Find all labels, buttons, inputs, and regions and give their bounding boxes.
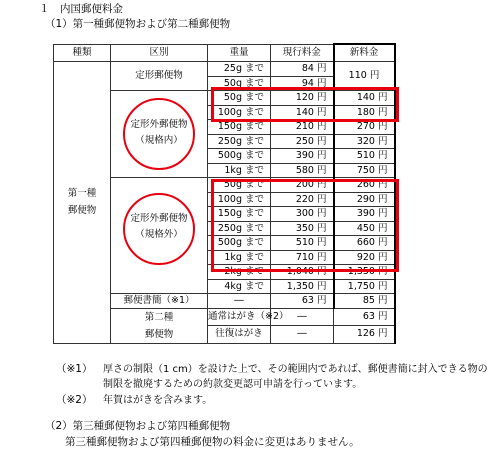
header-kind: 種類 xyxy=(54,44,111,62)
kind-first-class xyxy=(54,62,111,344)
category-teikei: 定形郵便物 xyxy=(111,62,208,91)
new-rate-cell: 270 円 xyxy=(334,120,395,135)
current-rate-cell: 1,040 円 xyxy=(271,265,334,280)
new-rate-cell: 660 円 xyxy=(334,236,395,251)
current-rate-cell: 120 円 xyxy=(271,91,334,106)
new-rate-cell: 390 円 xyxy=(334,207,395,222)
current-rate-cell: 84 円 xyxy=(271,62,334,77)
new-rate-cell: 320 円 xyxy=(334,134,395,149)
weight-cell: 1kg まで xyxy=(208,250,271,265)
header-new-rate: 新料金 xyxy=(334,44,395,62)
weight-cell: ― xyxy=(208,294,271,309)
current-rate-cell: 200 円 xyxy=(271,178,334,193)
current-rate-cell: 300 円 xyxy=(271,207,334,222)
new-rate-cell: 180 円 xyxy=(334,105,395,120)
kikakunai-line1: 定形外郵便物 xyxy=(130,119,188,130)
current-rate-cell: 1,350 円 xyxy=(271,279,334,294)
weight-cell: 50g まで xyxy=(208,178,271,193)
current-rate-cell: 250 円 xyxy=(271,134,334,149)
section2-title: （2）第三種郵便物および第四種郵便物 xyxy=(45,420,231,432)
current-rate-cell: 220 円 xyxy=(271,192,334,207)
weight-cell: ― xyxy=(271,308,334,325)
current-rate-cell: 63 円 xyxy=(271,294,334,309)
weight-cell: 50g まで xyxy=(208,91,271,106)
new-rate-cell: 750 円 xyxy=(334,163,395,178)
weight-cell: 500g まで xyxy=(208,149,271,164)
note2-line1: 年賀はがきを含みます。 xyxy=(103,395,213,406)
category-hagaki: 通常はがき（※2） xyxy=(208,308,271,325)
postal-rate-table xyxy=(53,43,396,344)
weight-cell: 2kg まで xyxy=(208,265,271,280)
weight-cell: 150g まで xyxy=(208,207,271,222)
current-rate-cell: 350 円 xyxy=(271,221,334,236)
note1-mark: （※1） xyxy=(56,363,93,375)
current-rate-cell: 510 円 xyxy=(271,236,334,251)
new-rate-cell: 510 円 xyxy=(334,149,395,164)
new-rate-cell: 290 円 xyxy=(334,192,395,207)
header-current-rate: 現行料金 xyxy=(271,44,334,62)
current-rate-cell: 140 円 xyxy=(271,105,334,120)
current-rate-cell: 94 円 xyxy=(271,76,334,91)
weight-cell: 25g まで xyxy=(208,62,271,77)
section2-body: 第三種郵便物および第四種郵便物の料金に変更はありません。 xyxy=(65,436,360,448)
new-rate-cell: 1,750 円 xyxy=(334,279,395,294)
weight-cell: 250g まで xyxy=(208,134,271,149)
note2-mark: （※2） xyxy=(56,394,93,406)
category-shokan: 郵便書簡（※1） xyxy=(111,294,208,309)
new-rate-cell: 140 円 xyxy=(334,91,395,106)
weight-cell: 100g まで xyxy=(208,192,271,207)
header-weight: 重量 xyxy=(208,44,271,62)
kind-second-class xyxy=(111,308,208,343)
note1-line1: 厚さの制限（1 cm）を設けた上で、その範囲内であれば、郵便書簡に封入できる物の xyxy=(103,364,488,375)
category-ofuku: 往復はがき xyxy=(208,325,271,343)
section-heading: １ 内国郵便料金 xyxy=(39,3,123,15)
weight-cell: 150g まで xyxy=(208,120,271,135)
new-rate-cell: 1,350 円 xyxy=(334,265,395,280)
current-rate-cell: 126 円 xyxy=(334,325,395,343)
category-kikakugai xyxy=(111,178,208,294)
kikakunai-line2: （規格内） xyxy=(135,135,183,146)
kind-second-line2: 郵便物 xyxy=(144,328,174,340)
weight-cell: 250g まで xyxy=(208,221,271,236)
current-rate-cell: 580 円 xyxy=(271,163,334,178)
category-kikakunai xyxy=(111,91,208,178)
weight-cell: 50g まで xyxy=(208,76,271,91)
header-category: 区別 xyxy=(111,44,208,62)
weight-cell: 1kg まで xyxy=(208,163,271,178)
new-rate-cell: 110 円 xyxy=(334,62,395,91)
new-rate-cell: 920 円 xyxy=(334,250,395,265)
weight-cell: 4kg まで xyxy=(208,279,271,294)
kind-first-line2: 郵便物 xyxy=(67,205,97,217)
table-row xyxy=(54,62,395,77)
current-rate-cell: 63 円 xyxy=(334,308,395,325)
kikakugai-line1: 定形外郵便物 xyxy=(130,213,188,224)
current-rate-cell: 710 円 xyxy=(271,250,334,265)
new-rate-cell: 450 円 xyxy=(334,221,395,236)
kind-second-line1: 第二種 xyxy=(144,311,174,323)
weight-cell: 500g まで xyxy=(208,236,271,251)
new-rate-cell: 260 円 xyxy=(334,178,395,193)
current-rate-cell: 210 円 xyxy=(271,120,334,135)
new-rate-cell: 85 円 xyxy=(334,294,395,309)
note1-line2: 制限を撤廃するための約款変更認可申請を行っています。 xyxy=(103,379,363,390)
subsection-heading: （1）第一種郵便物および第二種郵便物 xyxy=(45,18,231,30)
kikakugai-line2: （規格外） xyxy=(135,229,183,240)
current-rate-cell: 390 円 xyxy=(271,149,334,164)
weight-cell: 100g まで xyxy=(208,105,271,120)
kind-first-line1: 第一種 xyxy=(67,188,97,200)
weight-cell: ― xyxy=(271,325,334,343)
